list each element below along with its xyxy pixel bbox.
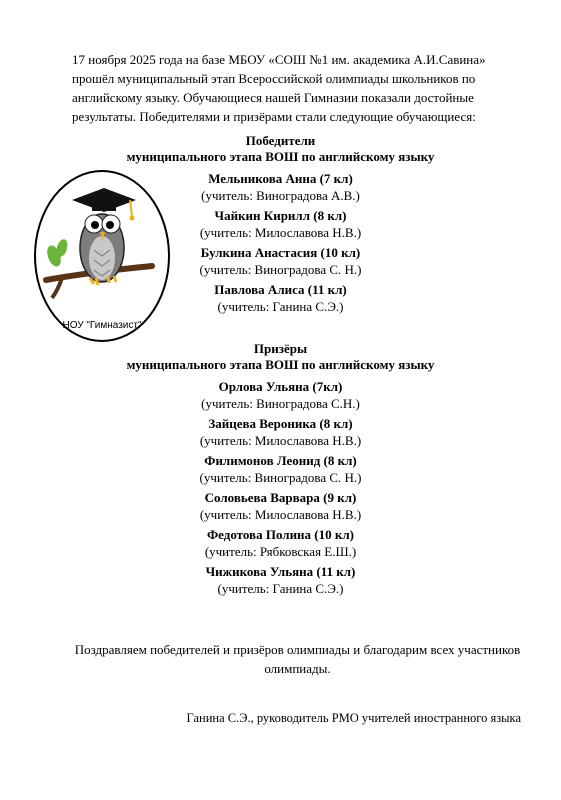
prizewinner-teacher: (учитель: Ганина С.Э.) xyxy=(217,581,344,596)
winners-subtitle: муниципального этапа ВОШ по английскому языку xyxy=(126,149,435,164)
prizewinner-name: Зайцева Вероника (8 кл) xyxy=(208,416,353,431)
winners-section xyxy=(0,133,561,315)
winner-name: Булкина Анастасия (10 кл) xyxy=(200,245,361,260)
intro-paragraph xyxy=(72,50,512,126)
prizewinner-teacher: (учитель: Рябковская Е.Ш.) xyxy=(204,544,357,559)
prizewinner-name: Соловьева Варвара (9 кл) xyxy=(204,490,357,505)
winner-name: Павлова Алиса (11 кл) xyxy=(214,282,347,297)
winner-teacher: (учитель: Милославова Н.В.) xyxy=(199,225,362,240)
winner-teacher: (учитель: Виноградова С. Н.) xyxy=(199,262,362,277)
prizewinner-teacher: (учитель: Милославова Н.В.) xyxy=(199,507,362,522)
winner-teacher: (учитель: Виноградова А.В.) xyxy=(201,188,360,203)
signature: Ганина С.Э., руководитель РМО учителей иностранного языка xyxy=(186,711,521,725)
logo-caption: НОУ "Гимназист" xyxy=(62,320,142,331)
intro-text: 17 ноября 2025 года на базе МБОУ «СОШ №1 им. академика А.И.Савина» прошёл муниципальный этап Всероссийской олимпиады школьников по английскому языку. Обучающиеся нашей Гимназии показали достойные результаты. Победителями и призёрами стали следующие обучающиеся: xyxy=(72,52,486,124)
prizewinner-teacher: (учитель: Милославова Н.В.) xyxy=(199,433,362,448)
winner-name: Чайкин Кирилл (8 кл) xyxy=(214,208,347,223)
prizewinner-teacher: (учитель: Виноградова С. Н.) xyxy=(199,470,362,485)
prizewinner-name: Федотова Полина (10 кл) xyxy=(207,527,354,542)
winners-title: Победители xyxy=(245,133,316,148)
prizewinners-title: Призёры xyxy=(253,341,308,356)
prizewinner-name: Филимонов Леонид (8 кл) xyxy=(204,453,357,468)
prizewinners-section xyxy=(0,341,561,597)
prizewinner-name: Орлова Ульяна (7кл) xyxy=(218,379,343,394)
winner-teacher: (учитель: Ганина С.Э.) xyxy=(217,299,344,314)
winner-name: Мельникова Анна (7 кл) xyxy=(208,171,353,186)
prizewinner-teacher: (учитель: Виноградова С.Н.) xyxy=(201,396,360,411)
closing-paragraph: Поздравляем победителей и призёров олимпиады и благодарим всех участников олимпиады. xyxy=(74,642,521,676)
prizewinners-subtitle: муниципального этапа ВОШ по английскому языку xyxy=(126,357,435,372)
prizewinner-name: Чижикова Ульяна (11 кл) xyxy=(205,564,356,579)
